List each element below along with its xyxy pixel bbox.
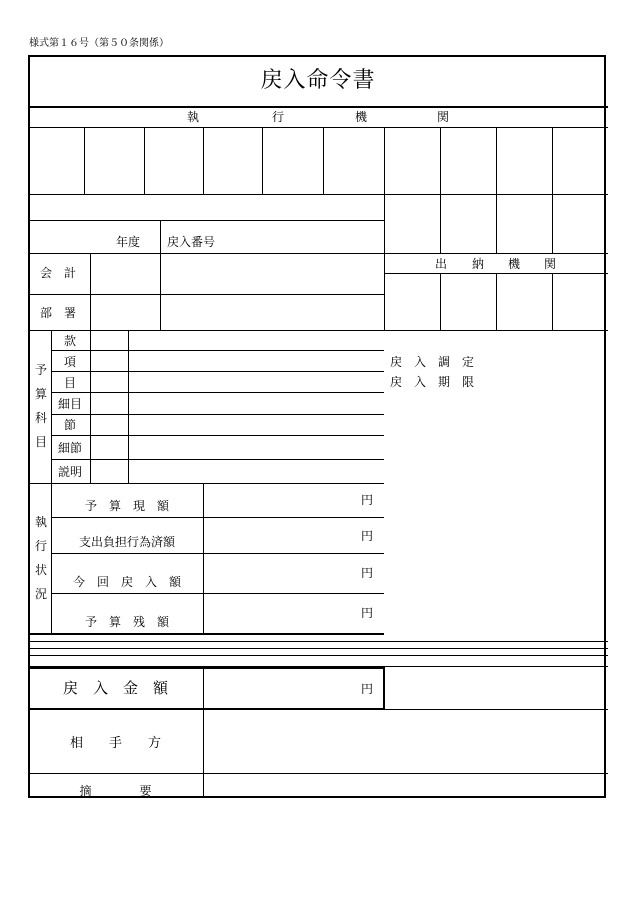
yen-unit: 円: [361, 566, 374, 580]
accounting-char-2: 計: [64, 266, 77, 280]
refund-number-label: 戻入番号: [167, 235, 216, 249]
payment-agency-char-3: 機: [508, 257, 521, 271]
accounting-char-1: 会: [40, 266, 53, 280]
exec-agency-char-3: 機: [355, 110, 368, 124]
budget-row-label: 細節: [58, 441, 83, 455]
budget-current-label: 予 算 現 額: [84, 499, 169, 513]
current-refund-label: 今 回 戻 入 額: [72, 575, 181, 589]
form-number: 様式第１６号（第５０条関係）: [29, 38, 169, 49]
payment-agency-char-4: 関: [544, 257, 557, 271]
budget-item-char-3: 科: [35, 411, 48, 425]
committed-label: 支出負担行為済額: [78, 535, 175, 549]
payment-agency-char-2: 納: [472, 257, 485, 271]
yen-unit: 円: [361, 682, 374, 696]
budget-row-label: 目: [64, 376, 77, 390]
exec-agency-char-4: 関: [437, 110, 450, 124]
exec-status-char-4: 況: [35, 587, 48, 601]
payment-agency-char-1: 出: [435, 257, 448, 271]
summary-label: 摘 要: [79, 784, 152, 798]
exec-status-char-3: 状: [35, 563, 48, 577]
budget-remaining-label: 予 算 残 額: [84, 615, 169, 629]
form-title: 戻入命令書: [260, 68, 376, 93]
refund-adjust-label: 戻 入 調 定: [390, 355, 475, 369]
budget-row-label: 説明: [58, 465, 83, 479]
budget-item-char-1: 予: [35, 363, 48, 377]
yen-unit: 円: [361, 493, 374, 507]
counterparty-label: 相 手 方: [69, 736, 161, 751]
budget-item-char-4: 目: [35, 435, 48, 449]
budget-row-label: 款: [64, 334, 77, 348]
budget-row-label: 節: [64, 418, 77, 432]
exec-status-char-2: 行: [35, 539, 48, 553]
refund-deadline-label: 戻 入 期 限: [390, 375, 475, 389]
yen-unit: 円: [361, 529, 374, 543]
budget-item-char-2: 算: [35, 387, 48, 401]
exec-status-char-1: 執: [35, 515, 48, 529]
refund-amount-label: 戻 入 金 額: [62, 679, 168, 697]
department-char-2: 署: [64, 306, 77, 320]
budget-row-label: 細目: [58, 397, 83, 411]
department-char-1: 部: [40, 306, 53, 320]
fiscal-year-label: 年度: [116, 235, 141, 249]
yen-unit: 円: [361, 606, 374, 620]
exec-agency-char-2: 行: [272, 110, 285, 124]
exec-agency-char-1: 執: [187, 110, 200, 124]
budget-row-label: 項: [64, 355, 77, 369]
